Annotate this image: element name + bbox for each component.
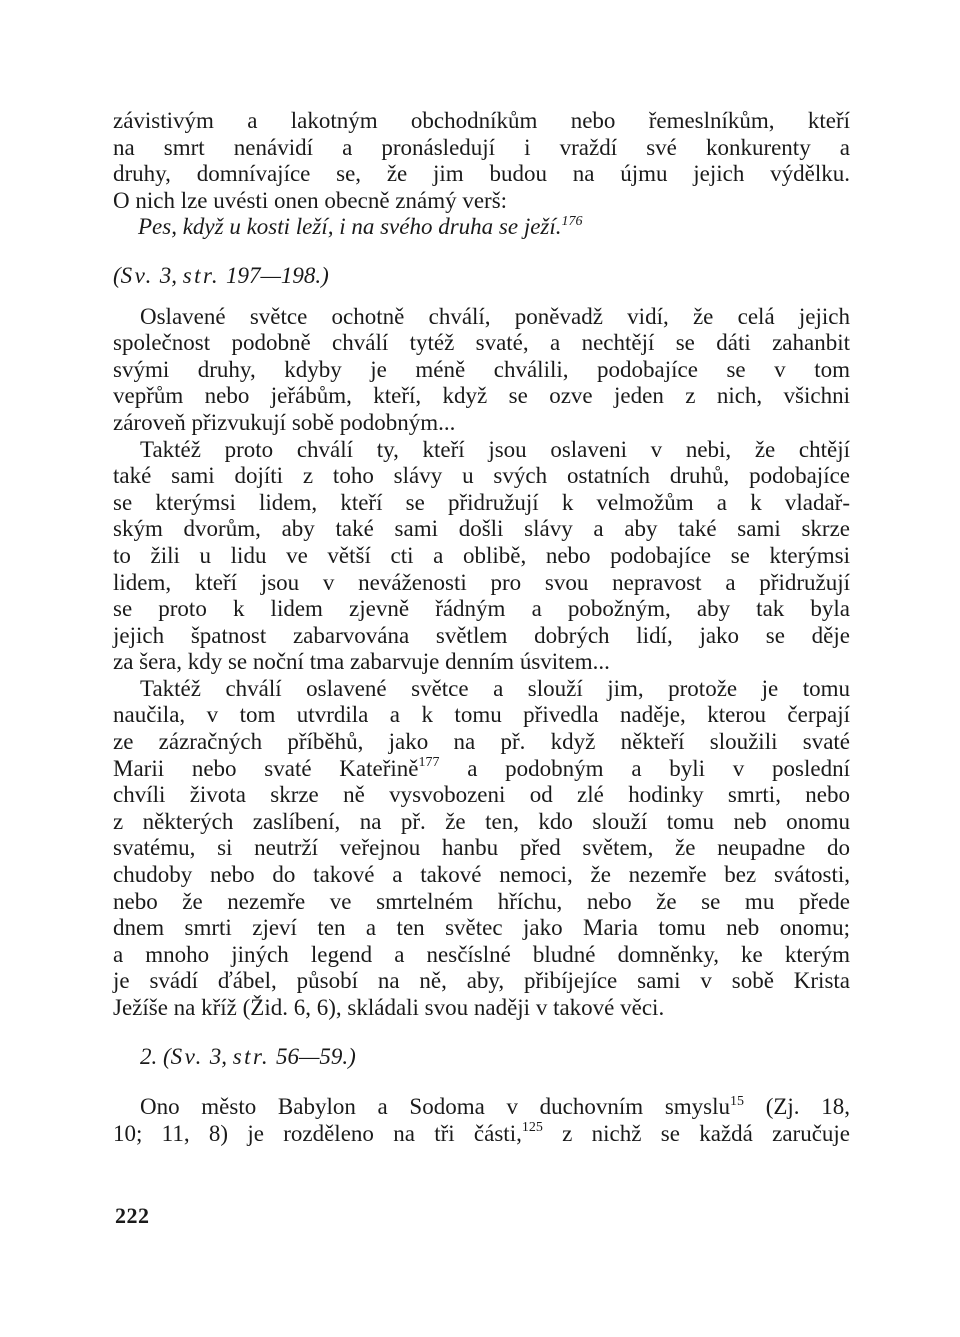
text-line: se proto k lidem zjevně řádným a pobožným, aby tak byla [113,596,850,622]
text-line: za šera, kdy se noční tma zabarvuje denním úsvitem... [113,649,610,675]
paragraph-babylon [113,1094,850,1147]
text-line: vepřům nebo jeřábům, kteří, když se ozve jeden z nich, všichni [113,383,850,409]
ref-pages: 197—198.) [225,262,329,288]
text-line: zároveň přizvukují sobě podobným... [113,409,456,435]
section-number: 2. [140,1043,158,1069]
text-span: a podobným a byli v poslední [439,755,850,781]
ref-pages: 56—59.) [275,1043,356,1069]
text-line: jejich špatnost zabarvována světlem dobrých lidí, jako se děje [113,622,850,648]
text-line: závistivým a lakotným obchodníkům nebo řemeslníkům, kteří [113,108,850,133]
text-line: a mnoho jiných legend a nesčíslné bludné domněnky, ke kterým [113,941,850,967]
text-line [113,1094,850,1121]
text-line: na smrt nenávidí a pronásledují i vraždí své konkurenty a [113,134,850,160]
footnote-marker: 177 [418,755,440,770]
text-line: lidem, kteří jsou v neváženosti pro svou nepravost a přidružují [113,569,850,595]
text-line: je svádí ďábel, působí na ně, aby, přibíjejíce sami v sobě Krista [113,968,850,994]
ref-pages-label: str. [232,1043,271,1069]
ref-source: Sv. [120,262,154,288]
text-line [113,1121,850,1148]
text-line: Oslavené světce ochotně chválí, poněvadž vidí, že celá jejich [140,303,850,329]
text-span: Ono město Babylon a Sodoma v duchovním smyslu [140,1094,731,1120]
text-line: chudoby nebo do takové a takové nemoci, že nezemře bez svátosti, [113,862,850,888]
ref-pages-label: str. [182,262,221,288]
paragraph-oslavene [113,304,850,437]
section-reference [113,1044,850,1071]
page-number: 222 [115,1203,150,1228]
ref-source: Sv. [170,1043,204,1069]
footnote-marker: 15 [730,1093,745,1109]
ref-volume: 3, [209,1043,227,1069]
text-span: 10; 11, 8) je rozděleno na tři části, [113,1120,522,1146]
text-line: Taktéž proto chválí ty, kteří jsou oslaveni v nebi, že chtějí [140,436,850,462]
page-body [113,108,850,1147]
text-line: svými druhy, kdyby je méně chválili, podobajíce se v tom [113,356,850,382]
verse-quote [113,214,850,241]
text-span: z nichž se každá zaručuje [542,1120,851,1146]
text-line: ze zázračných příběhů, jako na př. když někteří sloužili svaté [113,729,850,755]
verse-text: Pes, když u kosti leží, i na svého druha se ježí. [138,214,562,240]
ref-paren: ( [113,262,121,288]
text-line [113,756,850,783]
paragraph-taktez-proto [113,437,850,676]
footnote-marker: 125 [521,1120,543,1136]
text-line: nebo že nezemře ve smrtelném hříchu, nebo že se mu přede [113,888,850,914]
text-line: chvíli života skrze ně vysvobozeni od zlé hodinky smrti, nebo [113,782,850,808]
source-reference [113,263,850,290]
text-span: (Zj. 18, [744,1094,850,1120]
text-line: Taktéž chválí oslavené světce a slouží jim, protože je tomu [140,675,850,701]
text-line: společnost podobně chválí tytéž svaté, a nechtějí se dáti zahanbit [113,330,850,356]
text-line: Ježíše na kříž (Žid. 6, 6), skládali svou naději v takové věci. [113,995,665,1020]
text-line: druhy, domnívajíce se, že jim budou na újmu jejich výdělku. [113,161,850,187]
text-line: to žili u lidu ve větší cti a oblibě, nebo podobajíce se kterýmsi [113,542,850,568]
text-line: dnem smrti zjeví ten a ten světec jako Maria tomu neb onomu; [113,915,850,941]
text-line: se kterýmsi lidem, kteří se přidružují k velmožům a k vladař- [113,489,850,515]
text-line: naučila, v tom utvrdila a k tomu přivedla naděje, kterou čerpají [113,702,850,728]
footnote-marker: 176 [561,213,583,229]
text-line: O nich lze uvésti onen obecně známý verš: [113,187,508,213]
text-span: Marii nebo svaté Kateřině [113,755,419,781]
paragraph-taktez-chvali [113,676,850,1022]
paragraph-continuation [113,108,850,214]
ref-volume: 3, [159,262,177,288]
text-line: svatému, si neutrží veřejnou hanbu před světem, že neupadne do [113,835,850,861]
text-line: také sami dojíti z toho slávy u svých ostatních druhů, podobajíce [113,463,850,489]
text-line: ským dvorům, aby také sami došli slávy a aby také sami skrze [113,516,850,542]
text-line: z některých zaslíbení, na př. že ten, kdo slouží tomu neb onomu [113,808,850,834]
ref-paren: ( [163,1043,171,1069]
